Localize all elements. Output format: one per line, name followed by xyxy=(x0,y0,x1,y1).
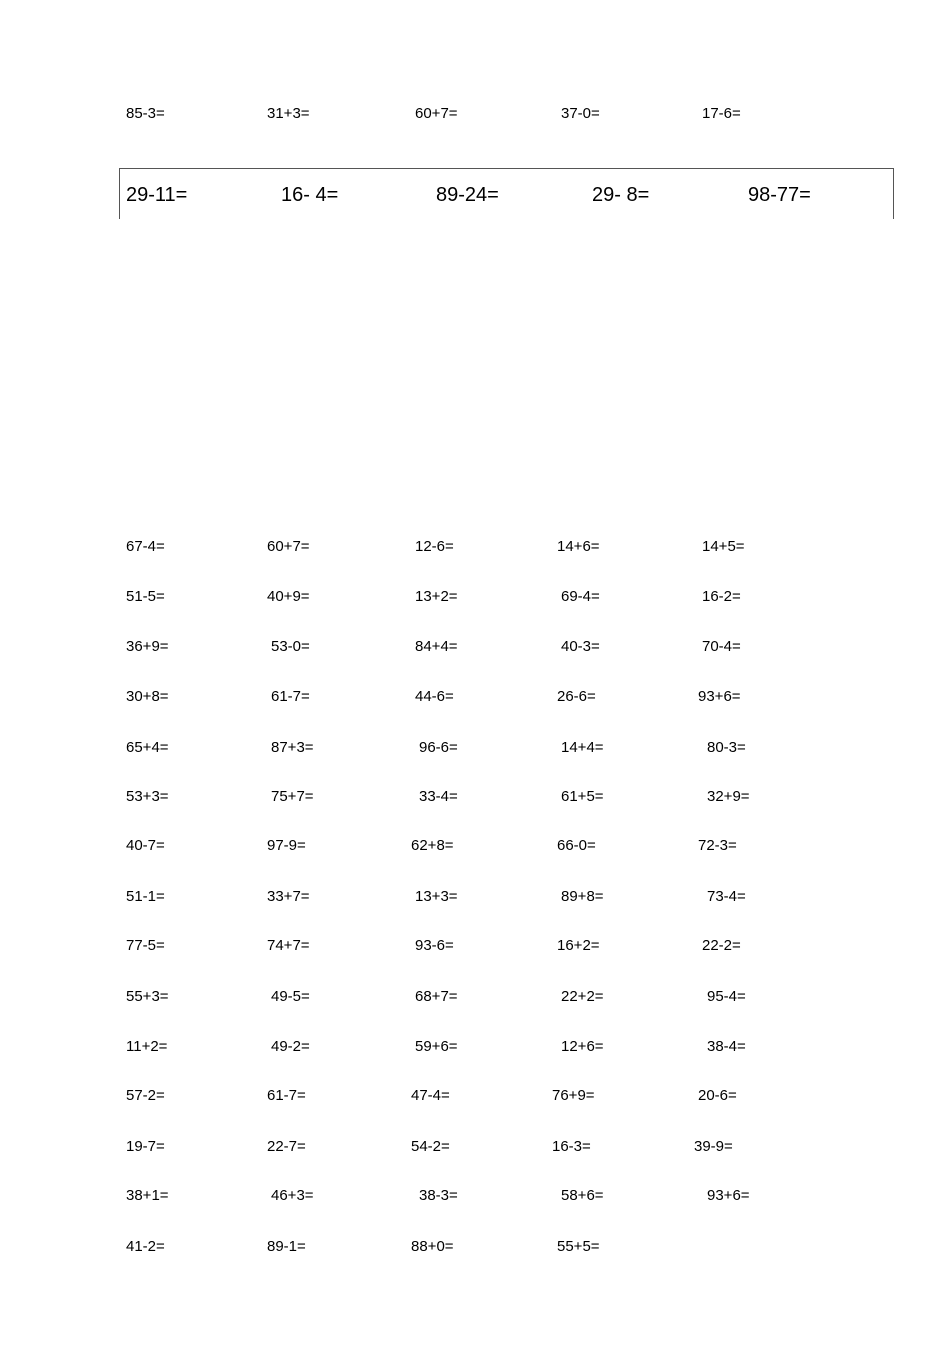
problem: 60+7= xyxy=(267,538,310,555)
problem: 97-9= xyxy=(267,837,306,854)
problem: 26-6= xyxy=(557,688,596,705)
problem: 60+7= xyxy=(415,105,458,122)
problem: 44-6= xyxy=(415,688,454,705)
problem: 51-5= xyxy=(126,588,165,605)
problem: 61-7= xyxy=(267,1087,306,1104)
problem: 85-3= xyxy=(126,105,165,122)
problem: 40+9= xyxy=(267,588,310,605)
problem: 59+6= xyxy=(415,1038,458,1055)
problem: 69-4= xyxy=(561,588,600,605)
problem: 40-3= xyxy=(561,638,600,655)
problem: 12+6= xyxy=(561,1038,604,1055)
problem: 13+3= xyxy=(415,888,458,905)
problem: 80-3= xyxy=(707,739,746,756)
problem: 38-4= xyxy=(707,1038,746,1055)
problem: 84+4= xyxy=(415,638,458,655)
problem: 29- 8= xyxy=(592,184,650,206)
problem: 55+3= xyxy=(126,988,169,1005)
problem: 61+5= xyxy=(561,788,604,805)
problem: 70-4= xyxy=(702,638,741,655)
problem: 29-11= xyxy=(126,184,188,206)
problem: 13+2= xyxy=(415,588,458,605)
problem: 93+6= xyxy=(707,1187,750,1204)
problem: 16+2= xyxy=(557,937,600,954)
problem: 16- 4= xyxy=(281,184,339,206)
problem: 93+6= xyxy=(698,688,741,705)
problem: 88+0= xyxy=(411,1238,454,1255)
problem: 41-2= xyxy=(126,1238,165,1255)
problem: 65+4= xyxy=(126,739,169,756)
problem: 22+2= xyxy=(561,988,604,1005)
problem: 93-6= xyxy=(415,937,454,954)
problem: 51-1= xyxy=(126,888,165,905)
problem: 33-4= xyxy=(419,788,458,805)
problem: 46+3= xyxy=(271,1187,314,1204)
problem: 14+4= xyxy=(561,739,604,756)
problem: 96-6= xyxy=(419,739,458,756)
problem: 54-2= xyxy=(411,1138,450,1155)
problem: 61-7= xyxy=(271,688,310,705)
problem: 33+7= xyxy=(267,888,310,905)
problem: 67-4= xyxy=(126,538,165,555)
problem: 66-0= xyxy=(557,837,596,854)
problem: 68+7= xyxy=(415,988,458,1005)
problem: 38-3= xyxy=(419,1187,458,1204)
problem: 89-1= xyxy=(267,1238,306,1255)
problem: 47-4= xyxy=(411,1087,450,1104)
problem: 62+8= xyxy=(411,837,454,854)
problem: 16-3= xyxy=(552,1138,591,1155)
problem: 98-77= xyxy=(748,184,811,206)
problem: 30+8= xyxy=(126,688,169,705)
problem: 36+9= xyxy=(126,638,169,655)
problem: 11+2= xyxy=(126,1038,168,1055)
problem: 14+6= xyxy=(557,538,600,555)
problem: 57-2= xyxy=(126,1087,165,1104)
problem: 14+5= xyxy=(702,538,745,555)
problem: 39-9= xyxy=(694,1138,733,1155)
problem: 76+9= xyxy=(552,1087,595,1104)
problem: 17-6= xyxy=(702,105,741,122)
problem: 74+7= xyxy=(267,937,310,954)
problem: 31+3= xyxy=(267,105,310,122)
problem: 22-2= xyxy=(702,937,741,954)
problem: 73-4= xyxy=(707,888,746,905)
problem: 49-5= xyxy=(271,988,310,1005)
problem: 49-2= xyxy=(271,1038,310,1055)
problem: 38+1= xyxy=(126,1187,169,1204)
problem: 40-7= xyxy=(126,837,165,854)
problem: 58+6= xyxy=(561,1187,604,1204)
problem: 89+8= xyxy=(561,888,604,905)
problem: 53+3= xyxy=(126,788,169,805)
problem: 77-5= xyxy=(126,937,165,954)
problem: 75+7= xyxy=(271,788,314,805)
problem: 87+3= xyxy=(271,739,314,756)
problem: 12-6= xyxy=(415,538,454,555)
problem: 53-0= xyxy=(271,638,310,655)
problem: 89-24= xyxy=(436,184,499,206)
problem: 32+9= xyxy=(707,788,750,805)
problem: 72-3= xyxy=(698,837,737,854)
problem: 20-6= xyxy=(698,1087,737,1104)
problem: 37-0= xyxy=(561,105,600,122)
problem: 95-4= xyxy=(707,988,746,1005)
problem: 55+5= xyxy=(557,1238,600,1255)
problem: 22-7= xyxy=(267,1138,306,1155)
problem: 16-2= xyxy=(702,588,741,605)
problem: 19-7= xyxy=(126,1138,165,1155)
